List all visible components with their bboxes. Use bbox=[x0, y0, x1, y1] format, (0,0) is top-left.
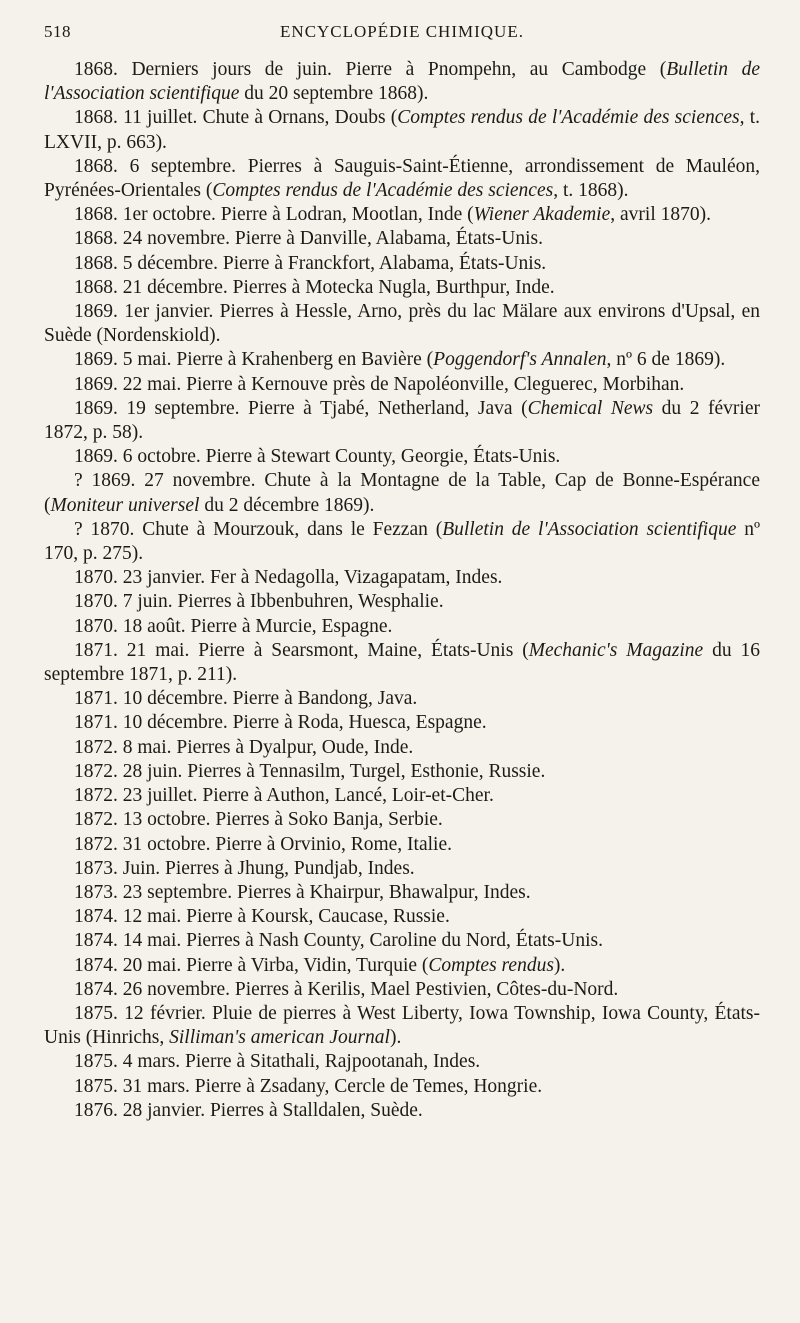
entry-source-title: Bulletin de l'Association scientifique bbox=[442, 518, 737, 540]
entry-source-title: Comptes rendus bbox=[428, 954, 554, 976]
entry-text: du 16 septembre 1871, p. 211). bbox=[44, 639, 760, 686]
entry-year: ? 1870. bbox=[74, 518, 135, 540]
entry-text: Derniers jours de juin. Pierre à Pnompehn, au Cambodge ( bbox=[117, 59, 667, 80]
entry bbox=[44, 348, 760, 372]
entry-year: 1870. bbox=[74, 615, 118, 637]
entry bbox=[44, 833, 760, 857]
entry-source-title: Bulletin de l'Association scientifique bbox=[44, 59, 760, 105]
entry bbox=[44, 300, 760, 348]
entry-text: 26 novembre. Pierres à Kerilis, Mael Pestivien, Côtes-du-Nord. bbox=[117, 978, 619, 1000]
entry-year: 1872. bbox=[74, 833, 118, 855]
entry-text: 6 octobre. Pierre à Stewart County, Georgie, États-Unis. bbox=[117, 446, 561, 468]
entry-text: 27 novembre. Chute à la Montagne de la Table, Cap de Bonne-Espérance ( bbox=[44, 470, 760, 516]
entry-text: 8 mai. Pierres à Dyalpur, Oude, Inde. bbox=[117, 736, 414, 758]
entry bbox=[44, 566, 760, 590]
entry-year: 1869. bbox=[74, 446, 118, 468]
entry-text: 28 juin. Pierres à Tennasilm, Turgel, Esthonie, Russie. bbox=[117, 760, 546, 782]
entry-source-title: Mechanic's Magazine bbox=[528, 639, 704, 661]
entry-text: Juin. Pierres à Jhung, Pundjab, Indes. bbox=[117, 857, 415, 879]
entry-year: 1874. bbox=[74, 954, 118, 976]
entry bbox=[44, 1050, 760, 1074]
entry-text: 12 mai. Pierre à Koursk, Caucase, Russie. bbox=[117, 906, 450, 928]
running-title: ENCYCLOPÉDIE CHIMIQUE. bbox=[280, 22, 524, 41]
entry-text: 13 octobre. Pierres à Soko Banja, Serbie. bbox=[117, 809, 443, 831]
entry-text: Chute à Mourzouk, dans le Fezzan ( bbox=[134, 518, 443, 540]
entry-year: 1869. bbox=[74, 349, 118, 371]
entry-year: 1874. bbox=[74, 906, 118, 928]
entry-text: , nº 6 de 1869). bbox=[606, 349, 726, 371]
entry bbox=[44, 760, 760, 784]
entry-year: 1870. bbox=[74, 591, 118, 613]
entry bbox=[44, 687, 760, 711]
entry-year: 1872. bbox=[74, 736, 118, 758]
entry bbox=[44, 227, 760, 251]
entry-year: 1873. bbox=[74, 857, 118, 879]
entry bbox=[44, 58, 760, 106]
entry-year: 1868. bbox=[74, 228, 118, 250]
entry-text: 10 décembre. Pierre à Bandong, Java. bbox=[117, 688, 418, 710]
entry-source-title: Chemical News bbox=[527, 397, 654, 419]
entry-year: 1874. bbox=[74, 978, 118, 1000]
entry-year: 1872. bbox=[74, 760, 118, 782]
entry bbox=[44, 1099, 760, 1123]
entry-text: 21 décembre. Pierres à Motecka Nugla, Burthpur, Inde. bbox=[117, 276, 555, 298]
entry-text: 19 septembre. Pierre à Tjabé, Netherland, Java ( bbox=[117, 397, 528, 419]
entry bbox=[44, 736, 760, 760]
entry-text: du 20 septembre 1868). bbox=[239, 83, 429, 105]
entry-year: 1872. bbox=[74, 785, 118, 807]
entry-year: 1873. bbox=[74, 881, 118, 903]
entry bbox=[44, 905, 760, 929]
entry-year: 1868. bbox=[74, 204, 118, 226]
entry bbox=[44, 929, 760, 953]
entry-year: 1869. bbox=[74, 373, 118, 395]
entry-text: 22 mai. Pierre à Kernouve près de Napoléonville, Cleguerec, Morbihan. bbox=[117, 373, 685, 395]
entry bbox=[44, 445, 760, 469]
entry bbox=[44, 252, 760, 276]
entry-text: 5 décembre. Pierre à Franckfort, Alabama, États-Unis. bbox=[117, 252, 547, 274]
entry-year: 1868. bbox=[74, 107, 118, 129]
entry-text: 28 janvier. Pierres à Stalldalen, Suède. bbox=[117, 1099, 423, 1121]
entry-year: ? 1869. bbox=[74, 470, 136, 492]
page-number: 518 bbox=[44, 22, 71, 41]
entry-year: 1868. bbox=[74, 59, 118, 80]
entry-text: 1er octobre. Pierre à Lodran, Mootlan, Inde ( bbox=[117, 204, 474, 226]
entry-text: 11 juillet. Chute à Ornans, Doubs ( bbox=[117, 107, 398, 129]
entry-text: 24 novembre. Pierre à Danville, Alabama, États-Unis. bbox=[117, 228, 543, 250]
entry bbox=[44, 373, 760, 397]
entry-year: 1875. bbox=[74, 1002, 118, 1024]
entry-text: 10 décembre. Pierre à Roda, Huesca, Espagne. bbox=[117, 712, 487, 734]
entry-year: 1868. bbox=[74, 276, 118, 298]
entry-year: 1871. bbox=[74, 688, 118, 710]
entry-text: 14 mai. Pierres à Nash County, Caroline du Nord, États-Unis. bbox=[117, 930, 603, 952]
entry-year: 1871. bbox=[74, 712, 118, 734]
entry-text: 12 février. Pluie de pierres à West Liberty, Iowa Township, Iowa County, États-Unis (Hinrichs, bbox=[44, 1002, 760, 1049]
entry-year: 1869. bbox=[74, 301, 118, 323]
entry-source-title: Silliman's american Journal bbox=[169, 1027, 390, 1049]
entry-text: , t. LXVII, p. 663). bbox=[44, 107, 760, 153]
entry bbox=[44, 639, 760, 687]
entry bbox=[44, 203, 760, 227]
entry-text: du 2 décembre 1869). bbox=[199, 494, 375, 516]
entry-text: 31 mars. Pierre à Zsadany, Cercle de Temes, Hongrie. bbox=[117, 1075, 543, 1097]
entry-year: 1869. bbox=[74, 397, 118, 419]
entry-text: 23 septembre. Pierres à Khairpur, Bhawalpur, Indes. bbox=[117, 881, 531, 903]
entry-text: 31 octobre. Pierre à Orvinio, Rome, Italie. bbox=[117, 833, 452, 855]
entry-text: ). bbox=[389, 1027, 402, 1049]
entry-text: , t. 1868). bbox=[553, 180, 629, 202]
entry bbox=[44, 469, 760, 517]
entry bbox=[44, 954, 760, 978]
entry-year: 1874. bbox=[74, 930, 118, 952]
entry-year: 1876. bbox=[74, 1099, 118, 1121]
entry-year: 1872. bbox=[74, 809, 118, 831]
entry bbox=[44, 397, 760, 445]
entry-text: 23 janvier. Fer à Nedagolla, Vizagapatam, Indes. bbox=[117, 567, 503, 589]
entry bbox=[44, 857, 760, 881]
entry-text: nº 170, p. 275). bbox=[44, 518, 761, 565]
entry-source-title: Comptes rendus de l'Académie des sciences bbox=[397, 107, 740, 129]
entry-year: 1868. bbox=[74, 155, 118, 177]
entry-text: 5 mai. Pierre à Krahenberg en Bavière ( bbox=[117, 349, 434, 371]
entry bbox=[44, 276, 760, 300]
entry-year: 1875. bbox=[74, 1075, 118, 1097]
entry-text: 7 juin. Pierres à Ibbenbuhren, Wesphalie. bbox=[117, 591, 444, 613]
page-header bbox=[44, 22, 760, 52]
entry bbox=[44, 978, 760, 1002]
entry-source-title: Moniteur universel bbox=[50, 494, 200, 516]
entry bbox=[44, 590, 760, 614]
entry bbox=[44, 808, 760, 832]
entry-year: 1868. bbox=[74, 252, 118, 274]
entry-text: 21 mai. Pierre à Searsmont, Maine, États-Unis ( bbox=[117, 639, 529, 661]
entry bbox=[44, 784, 760, 808]
entry-text: 20 mai. Pierre à Virba, Vidin, Turquie ( bbox=[117, 954, 429, 976]
entry-year: 1871. bbox=[74, 639, 118, 661]
entry bbox=[44, 615, 760, 639]
meteorite-chronology-list bbox=[44, 58, 760, 1123]
entry-source-title: Comptes rendus de l'Académie des sciences bbox=[212, 180, 554, 202]
entry-source-title: Poggendorf's Annalen bbox=[433, 349, 607, 371]
entry-text: du 2 février 1872, p. 58). bbox=[44, 397, 760, 444]
entry-text: 1er janvier. Pierres à Hessle, Arno, près du lac Mälare aux environs d'Upsal, en Suède (Nordenskiold). bbox=[44, 301, 760, 347]
entry bbox=[44, 518, 760, 566]
entry-text: , avril 1870). bbox=[610, 204, 711, 226]
entry-source-title: Wiener Akademie bbox=[473, 204, 611, 226]
entry-year: 1875. bbox=[74, 1051, 118, 1073]
entry-text: 4 mars. Pierre à Sitathali, Rajpootanah, Indes. bbox=[117, 1051, 481, 1073]
entry bbox=[44, 881, 760, 905]
entry bbox=[44, 1075, 760, 1099]
entry-text: 23 juillet. Pierre à Authon, Lancé, Loir-et-Cher. bbox=[117, 785, 494, 807]
entry bbox=[44, 1002, 760, 1050]
entry bbox=[44, 106, 760, 154]
entry bbox=[44, 155, 760, 203]
entry-text: 6 septembre. Pierres à Sauguis-Saint-Étienne, arrondissement de Mauléon, Pyrénées-Orientales ( bbox=[44, 155, 760, 202]
entry-year: 1870. bbox=[74, 567, 118, 589]
entry bbox=[44, 711, 760, 735]
entry-text: ). bbox=[553, 954, 566, 976]
entry-text: 18 août. Pierre à Murcie, Espagne. bbox=[117, 615, 393, 637]
